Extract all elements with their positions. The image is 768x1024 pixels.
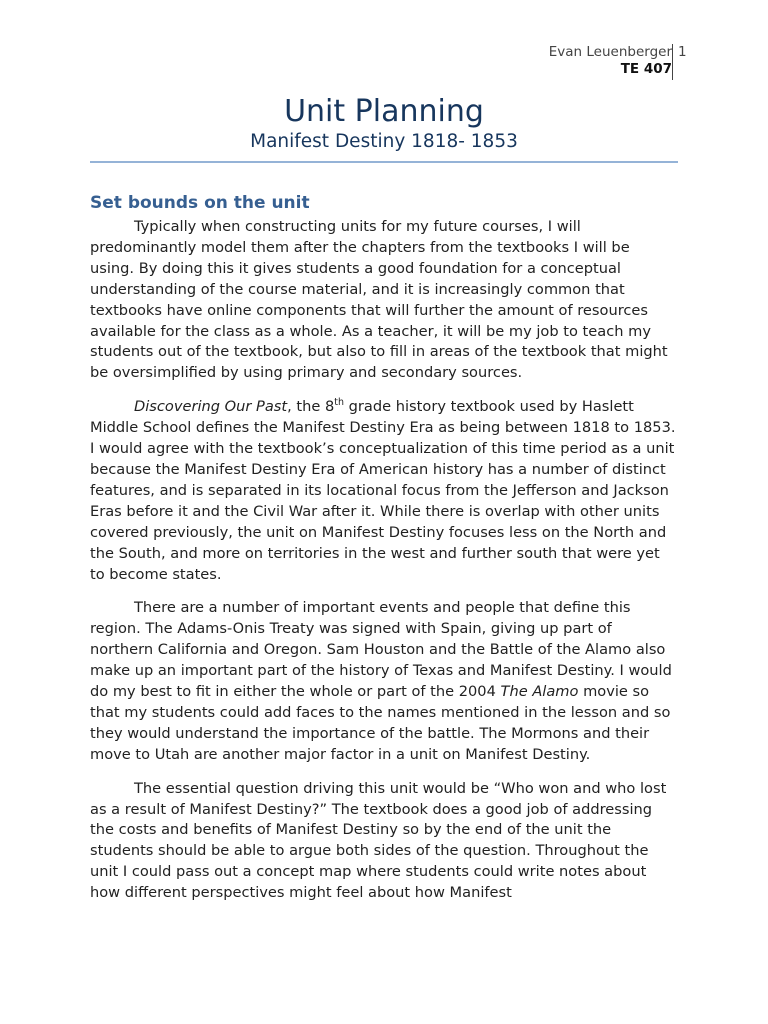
page-header <box>549 44 672 78</box>
page-number: 1 <box>678 44 687 60</box>
document-body <box>90 192 678 917</box>
paragraph-3 <box>90 598 678 765</box>
header-divider <box>672 44 673 80</box>
title-block <box>90 94 678 154</box>
document-subtitle: Manifest Destiny 1818- 1853 <box>250 131 518 152</box>
paragraph-2-part-b: grade history textbook used by Haslett Middle School defines the Manifest Destiny Era as being between 1818 to 1853. I would agree with the textbook’s conceptualization of this time period as a unit because the Manifest Destiny Era of American history has a number of distinct features, and is separated in its locational focus from the Jefferson and Jackson Eras before it and the Civil War after it. While there is overlap with other units covered previously, the unit on Manifest Destiny focuses less on the North and the South, and more on territories in the west and further south that were yet to become states. <box>90 398 676 583</box>
paragraph-1: Typically when constructing units for my future courses, I will predominantly model them after the chapters from the textbooks I will be using. By doing this it gives students a good foundation for a conceptual understanding of the course material, and it is increasingly common that textbooks have online components that will further the amount of resources available for the class as a whole. As a teacher, it will be my job to teach my students out of the textbook, but also to fill in areas of the textbook that might be oversimplified by using primary and secondary sources. <box>90 218 668 382</box>
textbook-title: Discovering Our Past <box>134 398 288 416</box>
paragraph-2 <box>90 397 678 585</box>
paragraph-4: The essential question driving this unit would be “Who won and who lost as a result of Manifest Destiny?” The textbook does a good job of addressing the costs and benefits of Manifest Destiny so by the end of the unit the students should be able to argue both sides of the question. Throughout the unit I could pass out a concept map where students could write notes about how different perspectives might feel about how Manifest <box>90 779 667 902</box>
header-course: TE 407 <box>620 61 672 77</box>
paragraph-3-part-b: movie so that my students could add faces to the names mentioned in the lesson and so they would understand the importance of the battle. The Mormons and their move to Utah are another major factor in a unit on Manifest Destiny. <box>90 683 671 763</box>
header-author: Evan Leuenberger <box>548 44 672 60</box>
paragraph-2-part-a: , the 8 <box>287 398 335 416</box>
title-divider <box>90 161 678 163</box>
movie-title: The Alamo <box>500 683 579 701</box>
document-title: Unit Planning <box>284 94 484 129</box>
section-heading: Set bounds on the unit <box>90 193 310 213</box>
ordinal-suffix: th <box>334 397 345 409</box>
paragraph-3-part-a: There are a number of important events and people that define this region. The Adams-Onis Treaty was signed with Spain, giving up part of northern California and Oregon. Sam Houston and the Battle of the Alamo also make up an important part of the history of Texas and Manifest Destiny. I would do my best to fit in either the whole or part of the 2004 <box>90 599 672 701</box>
